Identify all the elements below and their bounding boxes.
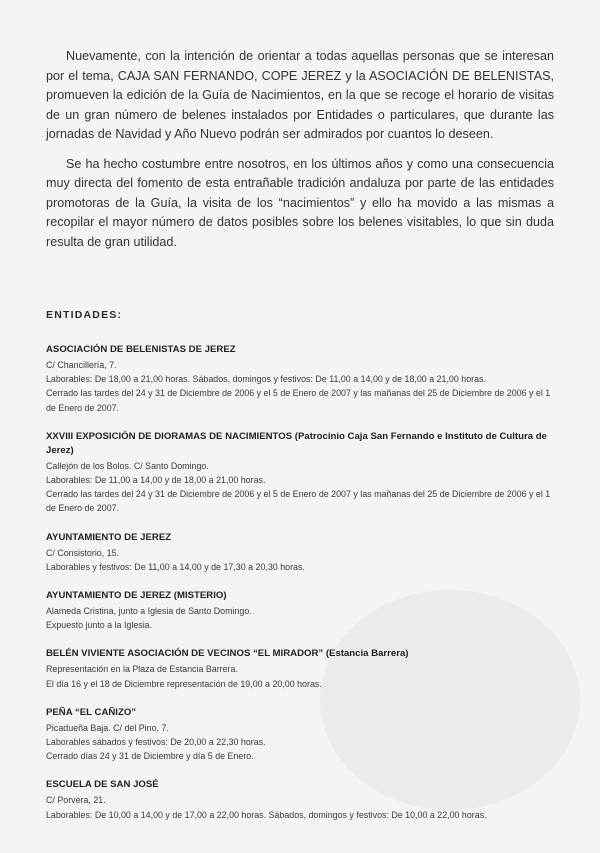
intro-paragraph-2: Se ha hecho costumbre entre nosotros, en los últimos años y como una consecuencia muy directa del fomento de esta entrañable tradición andaluza por parte de las entidades promotoras de la Guía, la visita de los “nacimientos” y ello ha movido a las mismas a recopilar el mayor número de datos posibles sobre los belenes visitables, lo que sin duda resulta de gran utilidad. xyxy=(46,156,554,249)
entity-name: AYUNTAMIENTO DE JEREZ (MISTERIO) xyxy=(46,590,227,602)
entity-detail: Laborables: De 18,00 a 21,00 horas. Sábados, domingos y festivos: De 11,00 a 14,00 y de 18,00 a 21,00 horas. xyxy=(46,374,486,385)
entity-detail: Cerrado días 24 y 31 de Diciembre y día 5 de Enero. xyxy=(46,751,254,762)
entity-detail: Laborables: De 10,00 a 14,00 y de 17,00 a 22,00 horas. Sábados, domingos y festivos: De 10,00 a 22,00 horas. xyxy=(46,809,487,820)
entity-item xyxy=(46,706,560,764)
entities-list xyxy=(46,343,560,837)
entity-item xyxy=(46,430,560,516)
entity-detail: Expuesto junto a la Iglesia. xyxy=(46,620,153,631)
entity-detail: Cerrado las tardes del 24 y 31 de Diciembre de 2006 y el 5 de Enero de 2007 y las mañanas del 25 de Diciembre de 2006 y el 1 de Enero de 2007. xyxy=(46,489,551,514)
entity-address: C/ Porvera, 21. xyxy=(46,795,106,806)
entities-heading: ENTIDADES: xyxy=(46,309,123,321)
entity-item xyxy=(46,589,560,632)
entity-name: BELÉN VIVIENTE ASOCIACIÓN DE VECINOS “EL MIRADOR” (Estancia Barrera) xyxy=(46,648,409,660)
entity-detail: Laborables: De 11,00 a 14,00 y de 18,00 a 21,00 horas. xyxy=(46,475,266,486)
entity-address: Alameda Cristina, junto a Iglesia de Santo Domingo. xyxy=(46,606,252,617)
entity-item xyxy=(46,778,560,821)
entity-detail: Cerrado las tardes del 24 y 31 de Diciembre de 2006 y el 5 de Enero de 2007 y las mañanas del 25 de Diciembre de 2006 y el 1 de Enero de 2007. xyxy=(46,388,551,413)
entity-address: C/ Consistorio, 15. xyxy=(46,547,120,558)
entity-address: C/ Chancillería, 7. xyxy=(46,360,117,370)
intro-text xyxy=(46,47,554,260)
entity-name: ASOCIACIÓN DE BELENISTAS DE JEREZ xyxy=(46,344,236,355)
entity-name: AYUNTAMIENTO DE JEREZ xyxy=(46,531,172,543)
entity-item xyxy=(46,343,560,415)
entity-item xyxy=(46,647,560,690)
entity-name: XXVIII EXPOSICIÓN DE DIORAMAS DE NACIMIENTOS (Patrocinio Caja San Fernando e Instituto de Cultura de Jerez) xyxy=(46,430,547,456)
entity-address: Callejón de los Bolos. C/ Santo Domingo. xyxy=(46,460,209,471)
entity-detail: Laborables sábados y festivos: De 20,00 a 22,30 horas. xyxy=(46,737,266,748)
entity-detail: Laborables y festivos: De 11,00 a 14,00 y de 17,30 a 20,30 horas. xyxy=(46,561,305,572)
intro-paragraph-1: Nuevamente, con la intención de orientar a todas aquellas personas que se interesan por el tema, CAJA SAN FERNANDO, COPE JEREZ y la ASOCIACIÓN DE BELENISTAS, promueven la edición de la Guía de Nacimientos, en la que se recoge el horario de visitas de un gran número de belenes instalados por Entidades o particulares, que durante las jornadas de Navidad y Año Nuevo podrán ser admirados por cuantos lo deseen. xyxy=(46,49,554,141)
entity-detail: El día 16 y el 18 de Diciembre representación de 19,00 a 20,00 horas. xyxy=(46,678,322,689)
entity-name: ESCUELA DE SAN JOSÉ xyxy=(46,779,159,791)
entity-name: PEÑA “EL CAÑIZO” xyxy=(46,706,137,718)
entity-address: Picadueña Baja. C/ del Pino, 7. xyxy=(46,722,169,733)
entity-address: Representación en la Plaza de Estancia Barrera. xyxy=(46,664,238,675)
entity-item xyxy=(46,531,560,574)
